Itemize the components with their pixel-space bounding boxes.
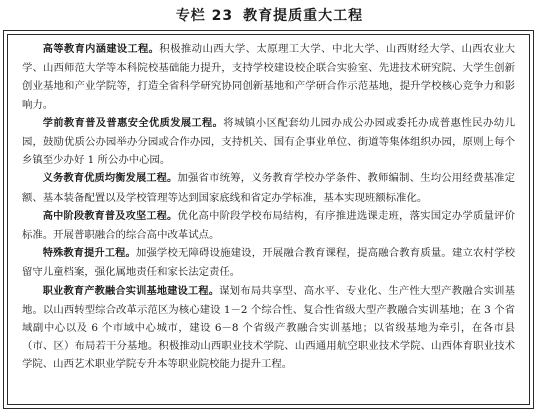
section-compulsory-education [22, 169, 515, 206]
section-heading: 高中阶段教育普及攻坚工程。 [42, 210, 178, 222]
section-preschool-education [22, 114, 515, 170]
content-box [7, 34, 530, 405]
outer-frame [3, 30, 534, 409]
section-body: 优化高中阶段学校布局结构，有序推进选课走班，落实国定办学质量评价标准。开展普职融合的综合高中改革试点。 [22, 209, 516, 242]
section-body: 将城镇小区配套幼儿园办成公办园或委托办成普惠性民办幼儿园，鼓励优质公办园举办分园或合作办园，支持机关、国有企事业单位、街道等集体组织办园，原则上每个乡镇至少办好 1 所公办中心园。 [22, 116, 516, 167]
section-heading: 义务教育优质均衡发展工程。 [42, 173, 178, 185]
section-body: 积极推动山西大学、太原理工大学、中北大学、山西财经大学、山西农业大学、山西师范大学等本科院校基础能力提升，支持学校建设校企联合实验室、先进技术研究院、大学生创新创业基地和产业学院等，打造全省科学研究协同创新基地和产学研合作示范基地，提升学校核心竞争力和影响力。 [22, 43, 516, 111]
section-heading: 学前教育普及普惠安全优质发展工程。 [42, 117, 224, 129]
section-high-school-education [22, 207, 515, 244]
section-body: 加强省市统筹，义务教育学校办学条件、教师编制、生均公用经费基准定额、基本装备配置以及学校管理等达到国家底线和省定办学标准，基本实现班额标准化。 [22, 172, 516, 204]
section-heading: 职业教育产教融合实训基地建设工程。 [42, 285, 220, 297]
section-higher-education [22, 40, 515, 114]
section-body: 加强学校无障碍设施建设，开展融合教育课程，提高融合教育质量。建立农村学校留守儿童档案，强化属地责任和家长法定责任。 [22, 247, 516, 279]
section-vocational-education [22, 282, 515, 374]
column-name: 教育提质重大工程 [243, 8, 364, 24]
column-number: 专栏 23 [175, 8, 234, 24]
section-body: 谋划布局共享型、高水平、专业化、生产性大型产教融合实训基地。以山西转型综合改革示范区为核心建设 1－2 个综合性、复合性省级大型产教融合实训基地；在 3 个省域副中心以及 6 个市域中心城市，建设 6－8 个省级产教融合实训基地；以省级基地为牵引，在各市县（市、区）布局若干分基地。积极推动山西职业技术学院、山西通用航空职业技术学院、山西体育职业技术学院、山西艺术职业学院专升本等职业院校能力提升工程。 [22, 284, 516, 371]
section-heading: 特殊教育提升工程。 [42, 248, 136, 260]
section-heading: 高等教育内涵建设工程。 [42, 44, 160, 55]
section-special-education [22, 244, 515, 281]
column-title [0, 0, 539, 30]
